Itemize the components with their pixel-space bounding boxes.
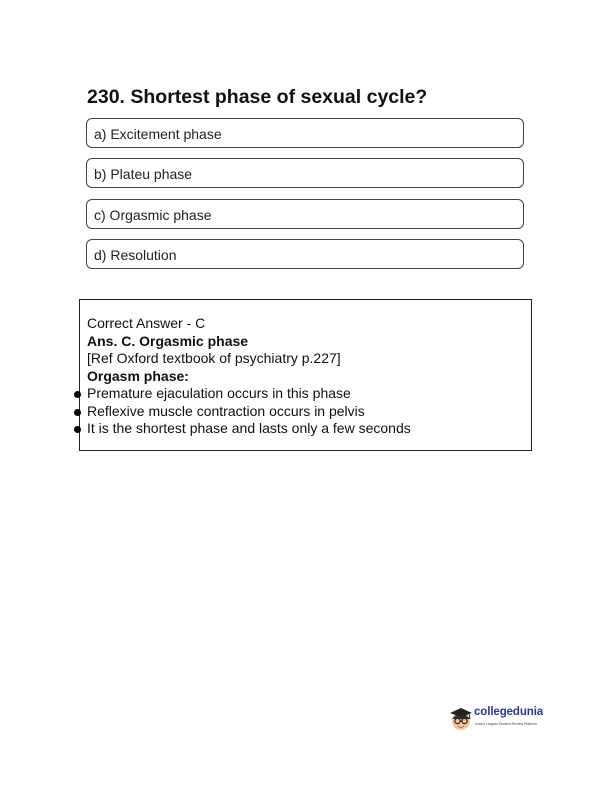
- list-item: [87, 420, 525, 438]
- list-item: [87, 385, 525, 403]
- orgasm-phase-heading: Orgasm phase:: [87, 367, 189, 384]
- list-item-text: Reflexive muscle contraction occurs in pelvis: [87, 402, 365, 419]
- answer-content: [87, 315, 525, 438]
- answer-box: [79, 299, 532, 451]
- logo-tagline: India's Largest Student Review Platform: [475, 722, 538, 726]
- list-item-text: Premature ejaculation occurs in this phase: [87, 385, 351, 401]
- option-a[interactable]: a) Excitement phase: [86, 118, 524, 148]
- option-c[interactable]: c) Orgasmic phase: [86, 199, 524, 229]
- list-item-text: It is the shortest phase and lasts only a few seconds: [87, 420, 411, 436]
- list-item: [87, 403, 525, 421]
- logo-wordmark: collegedunia: [474, 706, 544, 718]
- reference-line: [Ref Oxford textbook of psychiatry p.227]: [87, 350, 341, 366]
- answer-heading: Ans. C. Orgasmic phase: [87, 332, 249, 349]
- bullet-icon: [74, 391, 81, 398]
- bullet-icon: [74, 409, 81, 416]
- question-title: 230. Shortest phase of sexual cycle?: [87, 86, 428, 108]
- option-d[interactable]: d) Resolution: [86, 239, 524, 269]
- student-mascot-icon: [449, 705, 475, 735]
- collegedunia-logo: [449, 705, 549, 735]
- correct-answer-line: Correct Answer - C: [87, 315, 206, 331]
- bullet-icon: [74, 426, 81, 433]
- option-b[interactable]: b) Plateu phase: [86, 158, 524, 188]
